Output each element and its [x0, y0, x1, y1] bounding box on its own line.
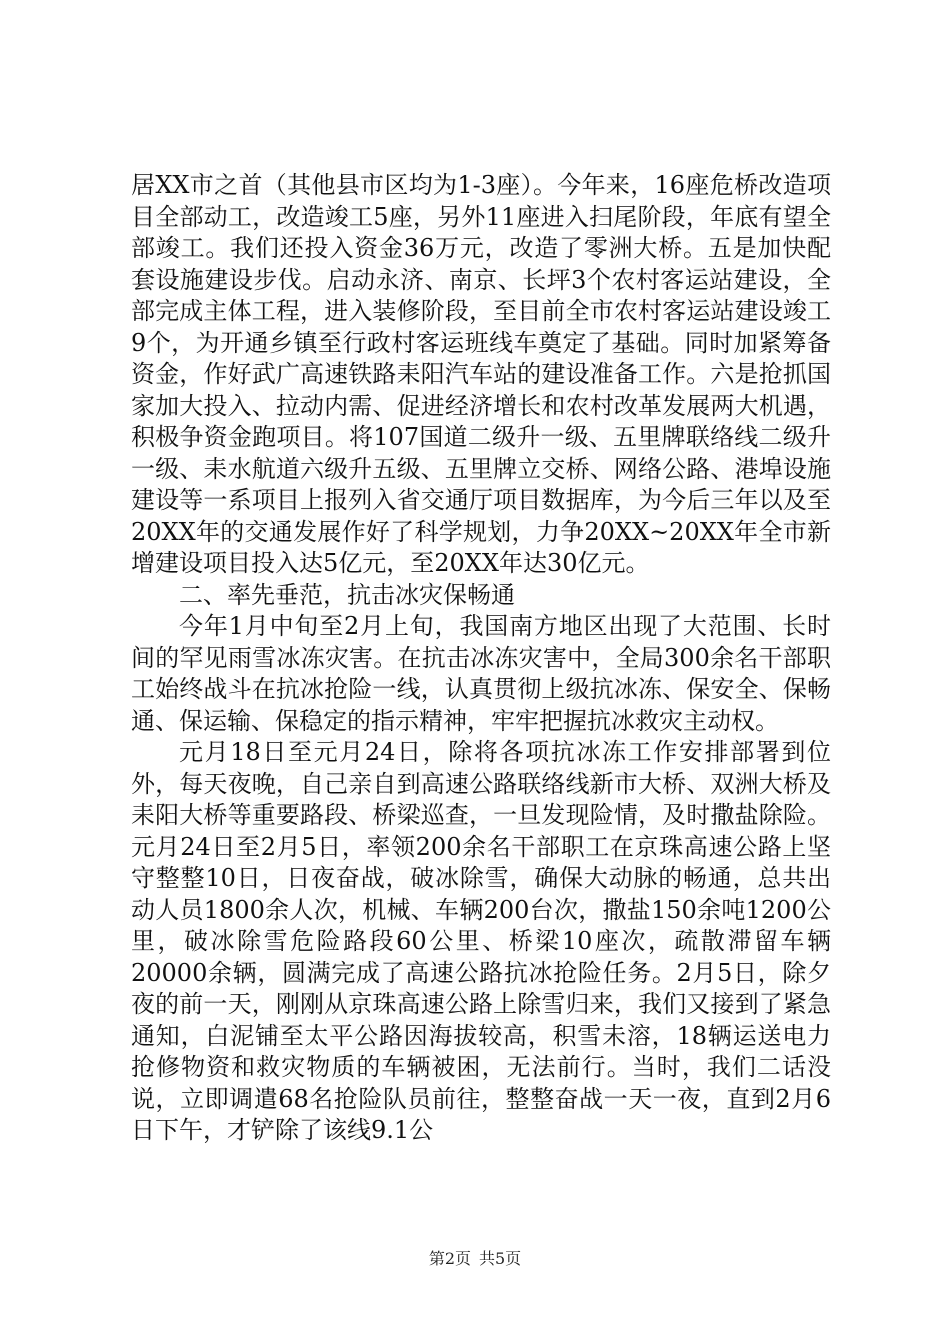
- paragraph-continuation: 居XX市之首（其他县市区均为1-3座）。今年来，16座危桥改造项目全部动工，改造竣工5座，另外11座进入扫尾阶段，年底有望全部竣工。我们还投入资金36万元，改造了零洲大桥。五是加快配套设施建设步伐。启动永济、南京、长坪3个农村客运站建设，全部完成主体工程，进入装修阶段，至目前全市农村客运站建设竣工9个，为开通乡镇至行政村客运班线车奠定了基础。同时加紧筹备资金，作好武广高速铁路耒阳汽车站的建设准备工作。六是抢抓国家加大投入、拉动内需、促进经济增长和农村改革发展两大机遇，积极争资金跑项目。将107国道二级升一级、五里牌联络线二级升一级、耒水航道六级升五级、五里牌立交桥、网络公路、港埠设施建设等一系项目上报列入省交通厅项目数据库，为今后三年以及至20XX年的交通发展作好了科学规划，力争20XX~20XX年全市新增建设项目投入达5亿元，至20XX年达30亿元。: [131, 171, 831, 577]
- section-heading: 二、率先垂范，抗击冰灾保畅通: [179, 580, 515, 609]
- page-number: 第2页: [428, 1249, 471, 1268]
- page-footer: [0, 1246, 950, 1269]
- paragraph: 今年1月中旬至2月上旬，我国南方地区出现了大范围、长时间的罕见雨雪冰冻灾害。在抗击冰冻灾害中，全局300余名干部职工始终战斗在抗冰抢险一线，认真贯彻上级抗冰冻、保安全、保畅通、保运输、保稳定的指示精神，牢牢把握抗冰救灾主动权。: [131, 612, 831, 735]
- page-total: 共5页: [479, 1249, 522, 1268]
- paragraph: 元月18日至元月24日，除将各项抗冰冻工作安排部署到位外，每天夜晚，自己亲自到高速公路联络线新市大桥、双洲大桥及耒阳大桥等重要路段、桥梁巡查，一旦发现险情，及时撒盐除险。元月24日至2月5日，率领200余名干部职工在京珠高速公路上坚守整整10日，日夜奋战，破冰除雪，确保大动脉的畅通，总共出动人员1800余人次，机械、车辆200台次，撒盐150余吨1200公里，破冰除雪危险路段60公里、桥梁10座次，疏散滞留车辆20000余辆，圆满完成了高速公路抗冰抢险任务。2月5日，除夕夜的前一天，刚刚从京珠高速公路上除雪归来，我们又接到了紧急通知，白泥铺至太平公路因海拔较高，积雪未溶，18辆运送电力抢修物资和救灾物质的车辆被困，无法前行。当时，我们二话没说，立即调遣68名抢险队员前往，整整奋战一天一夜，直到2月6日下午，才铲除了该线9.1公: [131, 738, 831, 1144]
- document-body: [131, 170, 831, 1147]
